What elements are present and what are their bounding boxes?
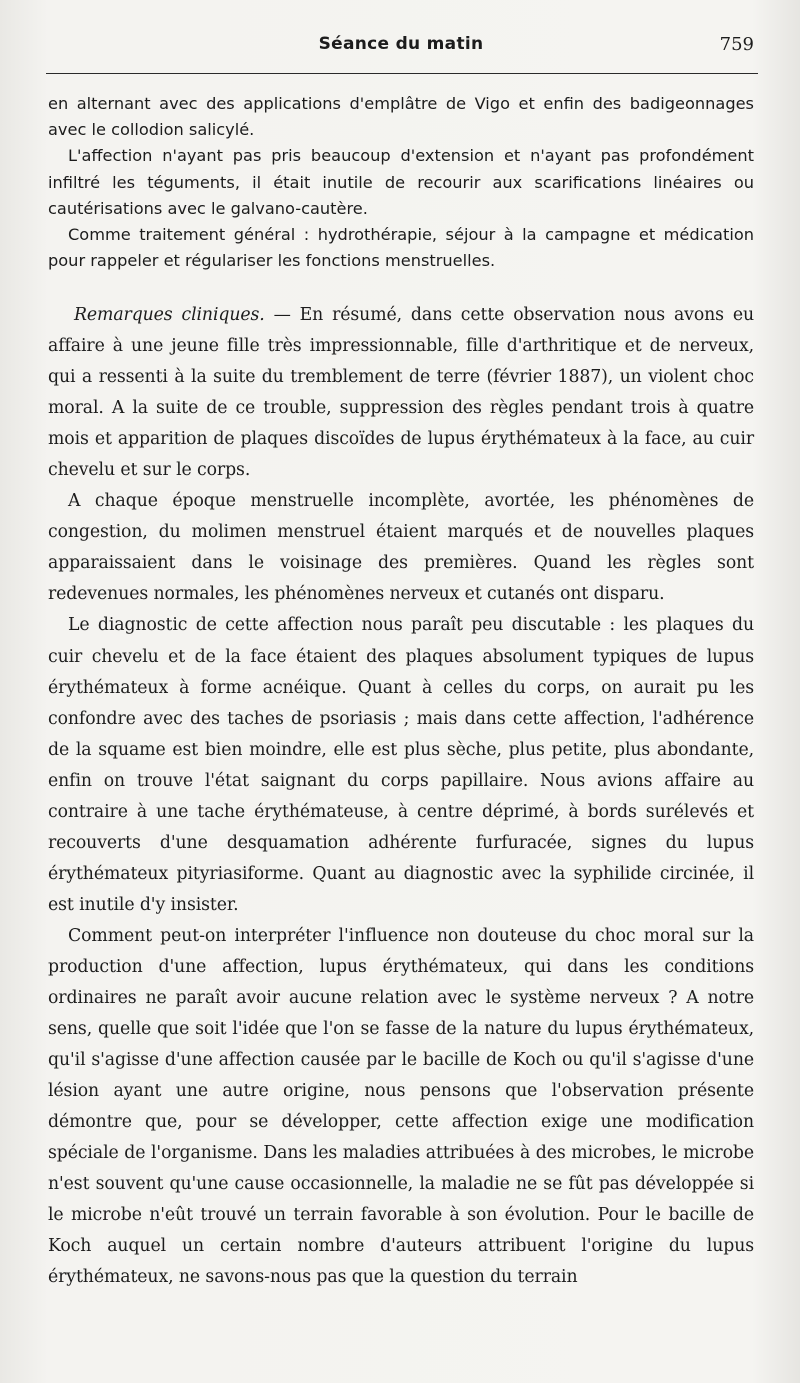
paragraph-summary-text: — En résumé, dans cette observation nous avons eu affaire à une jeune fille très impressionnable, fille d'arthritique et de nerveux, qui a ressenti à la suite du tremblement de terre (février 1887), un violent choc moral. A la suite de ce trouble, suppression des règles pendant trois à quatre mois et apparition de plaques discoïdes de lupus érythémateux à la face, au cuir chevelu et sur le corps. — [48, 305, 754, 481]
paragraph-menstrual: A chaque époque menstruelle incomplète, avortée, les phénomènes de congestion, du molimen menstruel étaient marqués et de nouvelles plaques apparaissaient dans le voisinage des premières. Quand les règles sont redevenues normales, les phénomènes nerveux et cutanés ont disparu. — [48, 491, 754, 605]
paragraph-summary — [48, 300, 754, 486]
paragraph-treatment-local: en alternant avec des applications d'emplâtre de Vigo et enfin des badigeonnages avec le collodion salicylé. — [48, 94, 754, 140]
running-title: Séance du matin — [318, 34, 484, 54]
paragraph-treatment-extension: L'affection n'ayant pas pris beaucoup d'extension et n'ayant pas profondément infiltré les téguments, il était inutile de recourir aux scarifications linéaires ou cautérisations avec le galvano-cautère. — [48, 146, 754, 218]
header-rule — [46, 73, 758, 74]
paragraph-treatment-general: Comme traitement général : hydrothérapie, séjour à la campagne et médication pour rappeler et régulariser les fonctions menstruelles. — [48, 225, 754, 271]
page-number: 759 — [719, 34, 754, 55]
treatment-section — [48, 91, 754, 274]
page-header — [48, 34, 754, 60]
paragraph-diagnosis: Le diagnostic de cette affection nous paraît peu discutable : les plaques du cuir chevelu et de la face étaient des plaques absolument typiques de lupus érythémateux à forme acnéique. Quant à celles du corps, on aurait pu les confondre avec des taches de psoriasis ; mais dans cette affection, l'adhérence de la squame est bien moindre, elle est plus sèche, plus petite, plus abondante, enfin on trouve l'état saignant du corps papillaire. Nous avions affaire au contraire à une tache érythémateuse, à centre déprimé, à bords surélevés et recouverts d'une desquamation adhérente furfuracée, signes du lupus érythémateux pityriasiforme. Quant au diagnostic avec la syphilide circinée, il est inutile d'y insister. — [48, 615, 754, 915]
section-heading: Remarques cliniques. — [74, 305, 265, 325]
paragraph-interpretation: Comment peut-on interpréter l'influence non douteuse du choc moral sur la production d'une affection, lupus érythémateux, qui dans les conditions ordinaires ne paraît avoir aucune relation avec le système nerveux ? A notre sens, quelle que soit l'idée que l'on se fasse de la nature du lupus érythémateux, qu'il s'agisse d'une affection causée par le bacille de Koch ou qu'il s'agisse d'une lésion ayant une autre origine, nous pensons que l'observation présente démontre que, pour se développer, cette affection exige une modification spéciale de l'organisme. Dans les maladies attribuées à des microbes, le microbe n'est souvent qu'une cause occasionnelle, la maladie ne se fût pas développée si le microbe n'eût trouvé un terrain favorable à son évolution. Pour le bacille de Koch auquel un certain nombre d'auteurs attribuent l'origine du lupus érythémateux, ne savons-nous pas que la question du terrain — [48, 925, 754, 1288]
clinical-remarks-section — [48, 300, 754, 1294]
